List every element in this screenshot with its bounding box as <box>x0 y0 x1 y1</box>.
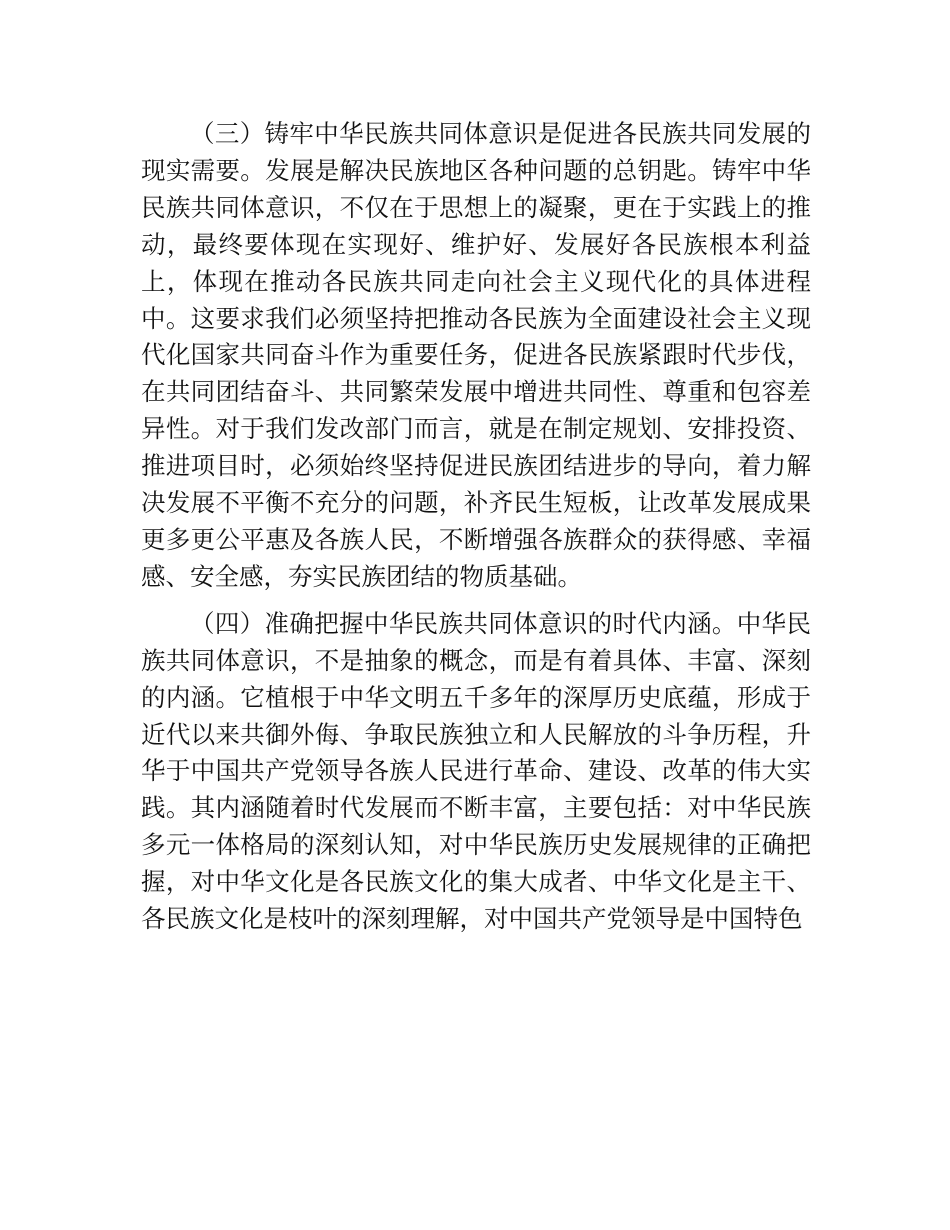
document-body <box>141 116 811 938</box>
paragraph-section-4: （四）准确把握中华民族共同体意识的时代内涵。中华民族共同体意识，不是抽象的概念，而是有着具体、丰富、深刻的内涵。它植根于中华文明五千多年的深厚历史底蕴，形成于近代以来共御外侮、争取民族独立和人民解放的斗争历程，升华于中国共产党领导各族人民进行革命、建设、改革的伟大实践。其内涵随着时代发展而不断丰富，主要包括：对中华民族多元一体格局的深刻认知，对中华民族历史发展规律的正确把握，对中华文化是各民族文化的集大成者、中华文化是主干、各民族文化是枝叶的深刻理解，对中国共产党领导是中国特色 <box>141 608 811 934</box>
paragraph-section-3: （三）铸牢中华民族共同体意识是促进各民族共同发展的现实需要。发展是解决民族地区各种问题的总钥匙。铸牢中华民族共同体意识，不仅在于思想上的凝聚，更在于实践上的推动，最终要体现在实现好、维护好、发展好各民族根本利益上，体现在推动各民族共同走向社会主义现代化的具体进程中。这要求我们必须坚持把推动各民族为全面建设社会主义现代化国家共同奋斗作为重要任务，促进各民族紧跟时代步伐，在共同团结奋斗、共同繁荣发展中增进共同性、尊重和包容差异性。对于我们发改部门而言，就是在制定规划、安排投资、推进项目时，必须始终坚持促进民族团结进步的导向，着力解决发展不平衡不充分的问题，补齐民生短板，让改革发展成果更多更公平惠及各族人民，不断增强各族群众的获得感、幸福感、安全感，夯实民族团结的物质基础。 <box>141 119 811 591</box>
